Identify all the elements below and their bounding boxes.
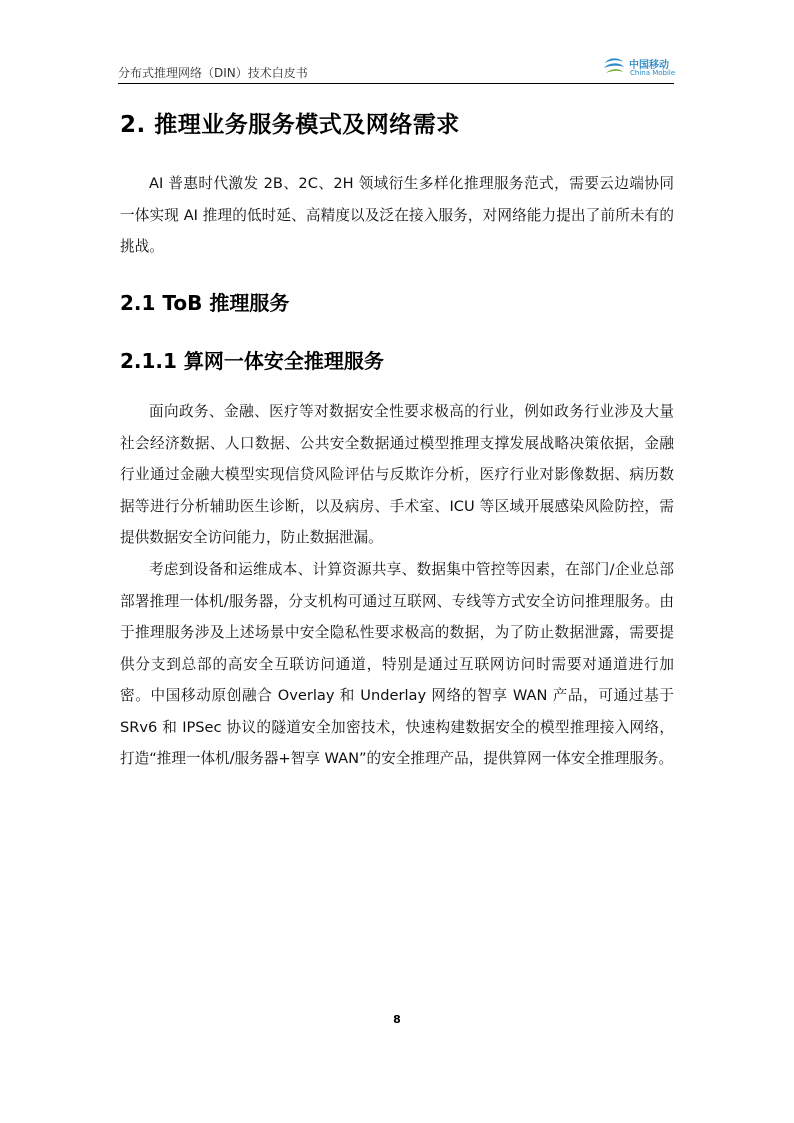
body-paragraph: 考虑到设备和运维成本、计算资源共享、数据集中管控等因素，在部门/企业总部部署推理一体机/服务器，分支机构可通过互联网、专线等方式安全访问推理服务。由于推理服务涉及上述场景中安全隐私性要求极高的数据，为了防止数据泄露，需要提供分支到总部的高安全互联访问通道，特别是通过互联网访问时需要对通道进行加密。中国移动原创融合 Overlay 和 Underlay 网络的智享 WAN 产品，可通过基于 SRv6 和 IPSec 协议的隧道安全加密技术，快速构建数据安全的模型推理接入网络，打造“推理一体机/服务器+智享 WAN”的安全推理产品，提供算网一体安全推理服务。 (120, 561, 674, 767)
china-mobile-logo-icon (602, 54, 626, 78)
header-divider (118, 83, 674, 84)
subsection-heading: 2.1 ToB 推理服务 (120, 291, 290, 315)
logo-name-en: China Mobile (630, 69, 676, 77)
logo-name-cn: 中国移动 (629, 60, 669, 71)
header-title: 分布式推理网络（DIN）技术白皮书 (118, 66, 308, 80)
page-header (118, 0, 674, 84)
subsubsection-heading: 2.1.1 算网一体安全推理服务 (120, 349, 384, 373)
china-mobile-logo (602, 54, 674, 80)
section-intro-paragraph: AI 普惠时代激发 2B、2C、2H 领域衍生多样化推理服务范式，需要云边端协同一体实现 AI 推理的低时延、高精度以及泛在接入服务，对网络能力提出了前所未有的挑战。 (120, 175, 674, 255)
section-heading: 2. 推理业务服务模式及网络需求 (120, 112, 460, 138)
page-number: 8 (393, 1013, 401, 1026)
body-paragraph: 面向政务、金融、医疗等对数据安全性要求极高的行业，例如政务行业涉及大量社会经济数据、人口数据、公共安全数据通过模型推理支撑发展战略决策依据，金融行业通过金融大模型实现信贷风险评估与反欺诈分析，医疗行业对影像数据、病历数据等进行分析辅助医生诊断，以及病房、手术室、ICU 等区域开展感染风险防控，需提供数据安全访问能力，防止数据泄漏。 (120, 403, 674, 546)
